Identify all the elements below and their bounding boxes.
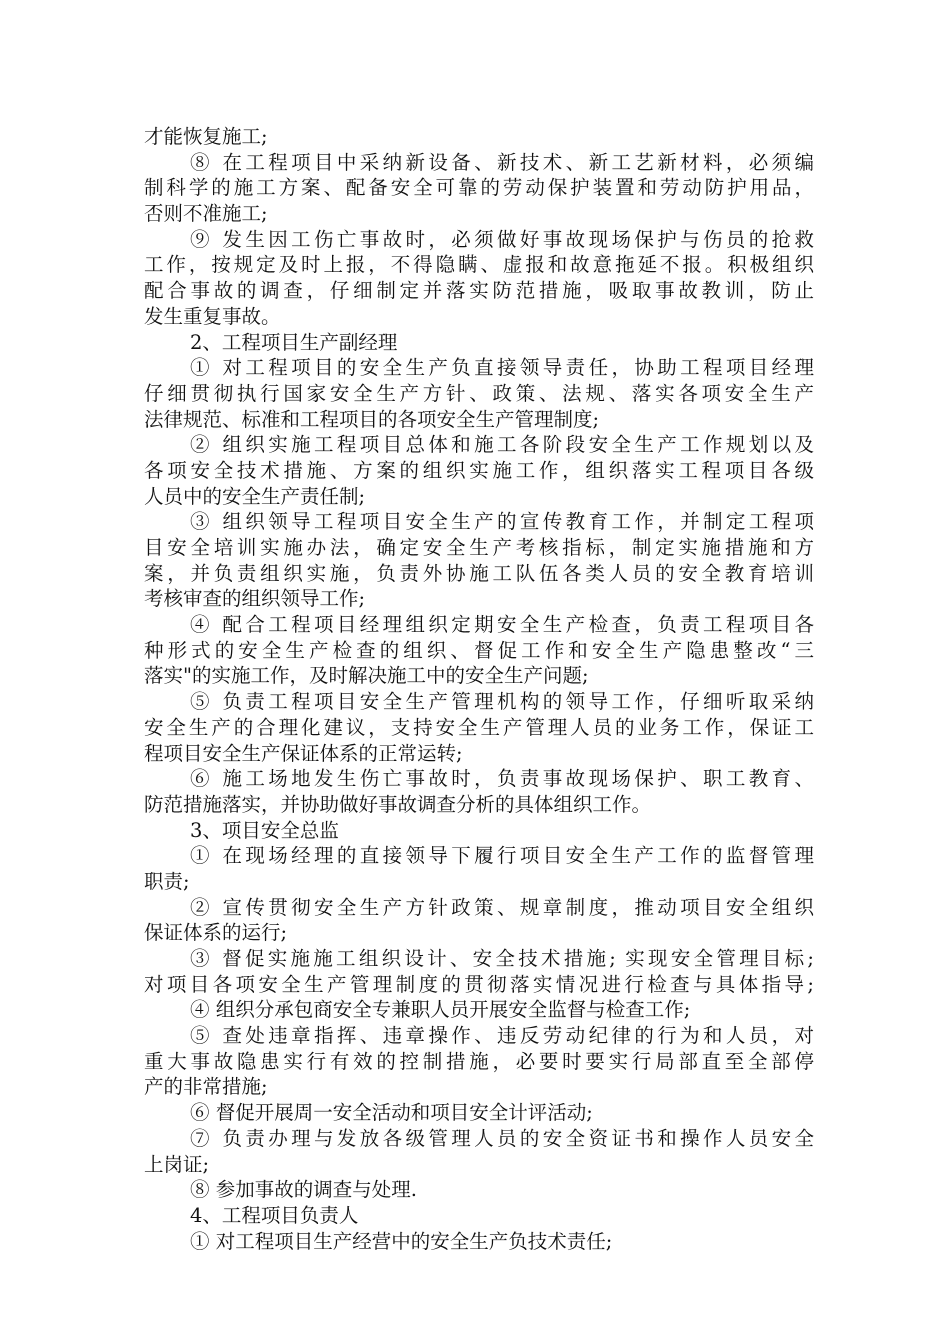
text-line: 职责;: [144, 869, 190, 893]
text-line: 产的非常措施;: [144, 1075, 268, 1099]
section-heading: 3、项目安全总监: [190, 818, 339, 842]
text-line: 重大事故隐患实行有效的控制措施，必要时要实行局部直至全部停: [144, 1049, 814, 1073]
text-line: 制科学的施工方案、配备安全可靠的劳动保护装置和劳动防护用品，: [144, 176, 814, 200]
text-line: ③ 督促实施施工组织设计、安全技术措施; 实现安全管理目标;: [190, 947, 814, 970]
text-line: ⑨ 发生因工伤亡事故时，必须做好事故现场保护与伤员的抢救: [190, 227, 814, 251]
text-line: 安全生产的合理化建议，支持安全生产管理人员的业务工作，保证工: [144, 715, 814, 739]
text-line: ④ 组织分承包商安全专兼职人员开展安全监督与检查工作;: [190, 998, 691, 1022]
text-line: 保证体系的运行;: [144, 921, 288, 945]
text-line: ⑥ 督促开展周一安全活动和项目安全计评活动;: [190, 1101, 593, 1125]
text-line: 案，并负责组织实施，负责外协施工队伍各类人员的安全教育培训: [144, 561, 814, 585]
text-line: 才能恢复施工;: [144, 125, 268, 148]
text-line: 否则不准施工;: [144, 202, 268, 226]
text-line: 落实"的实施工作，及时解决施工中的安全生产问题;: [144, 664, 589, 688]
text-line: ⑧ 参加事故的调查与处理.: [190, 1178, 417, 1202]
text-line: 仔细贯彻执行国家安全生产方针、政策、法规、落实各项安全生产: [144, 381, 814, 405]
text-line: ① 在现场经理的直接领导下履行项目安全生产工作的监督管理: [190, 844, 814, 868]
text-line: 程项目安全生产保证体系的正常运转;: [144, 741, 463, 765]
text-line: ⑥ 施工场地发生伤亡事故时，负责事故现场保护、职工教育、: [190, 767, 814, 791]
text-line: ② 宣传贯彻安全生产方针政策、规章制度，推动项目安全组织: [190, 895, 814, 919]
text-line: 防范措施落实，并协助做好事故调查分析的具体组织工作。: [144, 792, 652, 816]
text-line: 法律规范、标准和工程项目的各项安全生产管理制度;: [144, 407, 600, 431]
section-heading: 2、工程项目生产副经理: [190, 330, 398, 354]
document-body: [144, 124, 814, 1254]
text-line: 人员中的安全生产责任制;: [144, 484, 366, 508]
text-line: ② 组织实施工程项目总体和施工各阶段安全生产工作规划以及: [190, 433, 814, 457]
text-line: ⑧ 在工程项目中采纳新设备、新技术、新工艺新材料，必须编: [190, 150, 814, 174]
text-line: ⑦ 负责办理与发放各级管理人员的安全资证书和操作人员安全: [190, 1126, 814, 1150]
text-line: ⑤ 负责工程项目安全生产管理机构的领导工作，仔细听取采纳: [190, 690, 814, 714]
text-line: ③ 组织领导工程项目安全生产的宣传教育工作，并制定工程项: [190, 510, 814, 534]
text-line: 配合事故的调查，仔细制定并落实防范措施，吸取事故教训，防止: [144, 279, 814, 303]
text-line: 考核审查的组织领导工作;: [144, 587, 366, 611]
text-line: 各项安全技术措施、方案的组织实施工作，组织落实工程项目各级: [144, 458, 814, 482]
text-line: 发生重复事故。: [144, 304, 281, 328]
text-line: ① 对工程项目的安全生产负直接领导责任，协助工程项目经理: [190, 356, 814, 380]
text-line: ⑤ 查处违章指挥、违章操作、违反劳动纪律的行为和人员，对: [190, 1024, 814, 1048]
text-line: 目安全培训实施办法，确定安全生产考核指标，制定实施措施和方: [144, 536, 814, 559]
text-line: 工作，按规定及时上报，不得隐瞒、虚报和故意拖延不报。积极组织: [144, 253, 814, 277]
section-heading: 4、工程项目负责人: [190, 1203, 359, 1227]
text-line: ① 对工程项目生产经营中的安全生产负技术责任;: [190, 1229, 613, 1253]
text-line: 上岗证;: [144, 1152, 210, 1176]
text-line: 种形式的安全生产检查的组织、督促工作和安全生产隐患整改“三: [144, 638, 814, 662]
text-line: 对项目各项安全生产管理制度的贯彻落实情况进行检查与具体指导;: [144, 972, 814, 996]
text-line: ④ 配合工程项目经理组织定期安全生产检查，负责工程项目各: [190, 613, 814, 637]
